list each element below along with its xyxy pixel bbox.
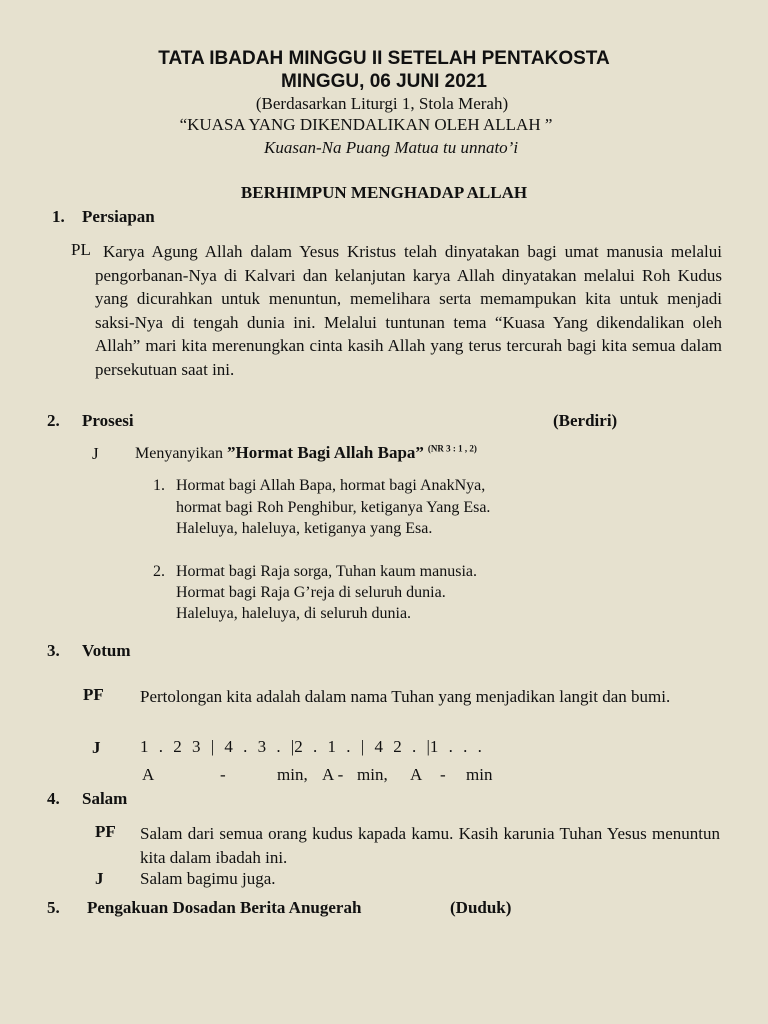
lyric-syllable: min,: [357, 765, 388, 784]
lyric-syllable: A -: [322, 765, 344, 784]
item-title-pengakuan: Pengakuan Dosadan Berita Anugerah: [87, 898, 362, 917]
persiapan-text: Karya Agung Allah dalam Yesus Kristus telah dinyatakan bagi umat manusia melalui pengorbanan-Nya di Kalvari dan kelanjutan karya Allah dinyatakan melalui Roh Kudus yang dicurahkan untuk menuntun, memelihara serta memampukan kita untuk menjadi saksi-Nya di tengah dunia ini. Melalui tuntunan tema “Kuasa Yang dikendalikan oleh Allah” mari kita merenungkan cinta kasih Allah yang terus tercurah bagi kita semua dalam persekutuan saat ini.: [95, 242, 722, 379]
item-number: 4.: [47, 789, 60, 808]
speaker-label: PF: [95, 822, 116, 841]
theme-title: “KUASA YANG DIKENDALIKAN OLEH ALLAH ”: [179, 115, 553, 134]
votum-text: Pertolongan kita adalah dalam nama Tuhan yang menjadikan langit dan bumi.: [140, 687, 671, 706]
lyric-syllable: A: [410, 765, 423, 784]
speaker-label: J: [95, 869, 104, 888]
verse-number: 1.: [153, 477, 165, 494]
theme-local: Kuasan-Na Puang Matua tu unnato’i: [264, 138, 519, 157]
verse-line: Haleluya, haleluya, ketiganya yang Esa.: [176, 520, 433, 537]
item-number: 3.: [47, 641, 60, 660]
speaker-label: PL: [71, 240, 91, 259]
verse-line: Hormat bagi Raja G’reja di seluruh dunia.: [176, 584, 446, 601]
item-title-votum: Votum: [82, 641, 131, 660]
speaker-label: J: [92, 738, 101, 757]
verse-line: Haleluya, haleluya, di seluruh dunia.: [176, 605, 412, 622]
item-title-persiapan: Persiapan: [82, 207, 155, 226]
salam-response: Salam bagimu juga.: [140, 869, 276, 888]
verse-line: Hormat bagi Allah Bapa, hormat bagi AnakNya,: [176, 477, 486, 494]
page-title: TATA IBADAH MINGGU II SETELAH PENTAKOSTA: [158, 48, 610, 69]
lyric-syllable: A: [142, 765, 155, 784]
verse-line: Hormat bagi Raja sorga, Tuhan kaum manusia.: [176, 563, 477, 580]
posture-label: (Berdiri): [553, 411, 618, 430]
item-title-prosesi: Prosesi: [82, 411, 134, 430]
music-notation: 1 . 2 3 | 4 . 3 . |2 . 1 . | 4 2 . |1 . . .: [140, 737, 482, 756]
verse-number: 2.: [153, 563, 165, 580]
lyric-syllable: min,: [277, 765, 308, 784]
lyric-syllable: -: [440, 765, 446, 784]
posture-label: (Duduk): [450, 898, 512, 917]
salam-text: Salam dari semua orang kudus kapada kamu. Kasih karunia Tuhan Yesus menuntun kita dalam ibadah ini.: [140, 824, 720, 867]
item-title-salam: Salam: [82, 789, 128, 808]
section-heading: BERHIMPUN MENGHADAP ALLAH: [240, 183, 528, 202]
song-reference: (NR 3 : 1 , 2): [427, 443, 477, 454]
liturgy-note: (Berdasarkan Liturgi 1, Stola Merah): [255, 94, 509, 113]
item-number: 2.: [47, 411, 60, 430]
page-date: MINGGU, 06 JUNI 2021: [281, 71, 487, 92]
speaker-label: PF: [83, 685, 104, 704]
song-title: ”Hormat Bagi Allah Bapa”: [226, 443, 424, 462]
item-number: 5.: [47, 898, 60, 917]
speaker-label: J: [92, 444, 99, 463]
item-number: 1.: [52, 207, 65, 226]
song-line: [135, 443, 477, 463]
lyric-syllable: min: [466, 765, 493, 784]
lyric-syllable: -: [220, 765, 226, 784]
sing-prefix: Menyanyikan: [135, 445, 227, 462]
verse-line: hormat bagi Roh Penghibur, ketiganya Yang Esa.: [176, 499, 491, 516]
